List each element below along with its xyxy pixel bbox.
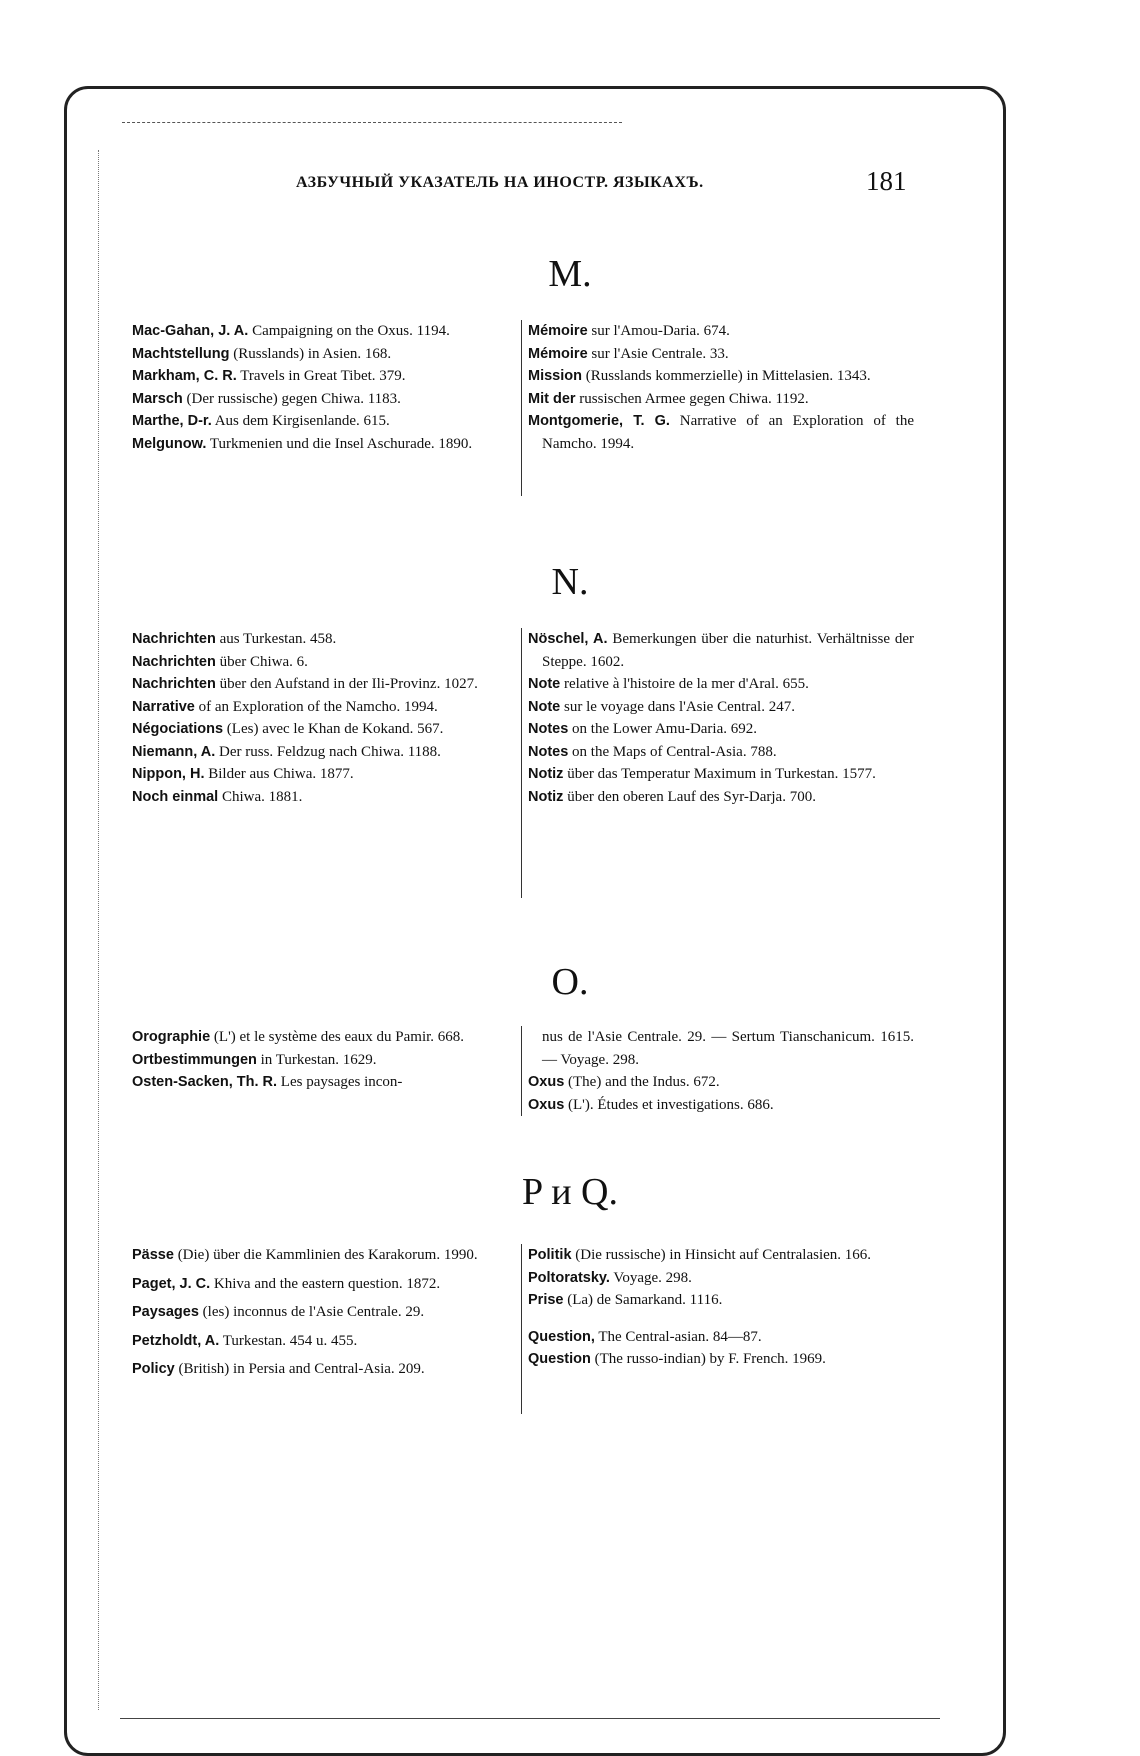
section-letter-pq: P и Q.: [521, 1171, 618, 1213]
index-entry: Notiz über das Temperatur Maximum in Turkestan. 1577.: [528, 766, 876, 782]
index-entry: Nachrichten über den Aufstand in der Ili-Provinz. 1027.: [132, 676, 478, 692]
index-entry: Montgomerie, T. G. Narrative of an Exploration of the Namcho. 1994.: [528, 413, 914, 452]
header-title: АЗБУЧНЫЙ УКАЗАТЕЛЬ НА ИНОСТР. ЯЗЫКАХЪ.: [296, 174, 704, 191]
index-entry: Nachrichten aus Turkestan. 458.: [132, 631, 337, 647]
index-entry: Notes on the Maps of Central-Asia. 788.: [528, 743, 777, 760]
index-entry: Mémoire sur l'Asie Centrale. 33.: [528, 345, 729, 362]
index-entry-continuation: nus de l'Asie Centrale. 29. — Sertum Tianschanicum. 1615. — Voyage. 298.: [542, 1029, 914, 1068]
index-entry: Oxus (The) and the Indus. 672.: [528, 1074, 720, 1090]
index-entry: Ortbestimmungen in Turkestan. 1629.: [132, 1051, 377, 1068]
index-entry: Question (The russo-indian) by F. French. 1969.: [528, 1351, 826, 1367]
index-entry: Notiz über den oberen Lauf des Syr-Darja. 700.: [528, 788, 816, 805]
index-entry: Mit der russischen Armee gegen Chiwa. 1192.: [528, 390, 809, 407]
index-entry: Marsch (Der russische) gegen Chiwa. 1183.: [132, 390, 401, 407]
inner-left-rule: [98, 150, 99, 1710]
index-entry: Mission (Russlands kommerzielle) in Mittelasien. 1343.: [528, 368, 871, 384]
index-entry: Paysages (les) inconnus de l'Asie Centrale. 29.: [132, 1304, 425, 1320]
section-letter-n: N.: [551, 561, 589, 603]
index-entry: Petzholdt, A. Turkestan. 454 u. 455.: [132, 1332, 358, 1349]
index-entry: Mac-Gahan, J. A. Campaigning on the Oxus. 1194.: [132, 323, 450, 339]
index-entry: Melgunow. Turkmenien und die Insel Aschurade. 1890.: [132, 435, 473, 452]
index-entry: Poltoratsky. Voyage. 298.: [528, 1269, 692, 1286]
index-entry: Mémoire sur l'Amou-Daria. 674.: [528, 323, 730, 339]
index-entry: Narrative of an Exploration of the Namcho. 1994.: [132, 698, 438, 715]
index-entry: Nöschel, A. Bemerkungen über die naturhist. Verhältnisse der Steppe. 1602.: [528, 631, 914, 670]
index-entry: Policy (British) in Persia and Central-Asia. 209.: [132, 1361, 425, 1377]
section-pq-right-column: [528, 1244, 914, 1371]
section-letter-o: O.: [551, 961, 589, 1003]
section-n-right-column: [528, 628, 914, 808]
column-divider: [521, 320, 522, 496]
bottom-rule: [120, 1718, 940, 1719]
section-m-right-column: [528, 320, 914, 455]
index-entry: Orographie (L') et le système des eaux du Pamir. 668.: [132, 1029, 465, 1045]
column-divider: [521, 1026, 522, 1116]
index-entry: Question, The Central-asian. 84—87.: [528, 1328, 762, 1345]
index-entry: Note relative à l'histoire de la mer d'Aral. 655.: [528, 676, 809, 692]
section-m-left-column: [132, 320, 514, 455]
column-divider: [521, 628, 522, 898]
section-n-left-column: [132, 628, 514, 808]
index-entry: Marthe, D-r. Aus dem Kirgisenlande. 615.: [132, 413, 390, 429]
column-divider: [521, 1244, 522, 1414]
index-entry: Nippon, H. Bilder aus Chiwa. 1877.: [132, 766, 354, 782]
index-entry: Pässe (Die) über die Kammlinien des Karakorum. 1990.: [132, 1247, 478, 1263]
index-entry: Markham, C. R. Travels in Great Tibet. 379.: [132, 368, 406, 384]
index-entry: Note sur le voyage dans l'Asie Central. 247.: [528, 698, 795, 715]
index-entry: Nachrichten über Chiwa. 6.: [132, 653, 308, 670]
index-entry: Prise (La) de Samarkand. 1116.: [528, 1292, 723, 1308]
index-entry: Notes on the Lower Amu-Daria. 692.: [528, 721, 757, 737]
index-entry: Machtstellung (Russlands) in Asien. 168.: [132, 345, 392, 362]
section-pq-left-column: [132, 1244, 514, 1381]
index-entry: Niemann, A. Der russ. Feldzug nach Chiwa. 1188.: [132, 743, 441, 760]
section-o-left-column: [132, 1026, 514, 1094]
index-entry: Paget, J. C. Khiva and the eastern question. 1872.: [132, 1275, 441, 1292]
page-number: 181: [866, 166, 907, 196]
page-header: [0, 166, 1140, 206]
index-entry: Oxus (L'). Études et investigations. 686.: [528, 1096, 774, 1113]
index-entry: Négociations (Les) avec le Khan de Kokand. 567.: [132, 721, 444, 737]
top-dashed-rule: [122, 122, 622, 123]
index-entry: Politik (Die russische) in Hinsicht auf Centralasien. 166.: [528, 1247, 872, 1263]
index-entry: Osten-Sacken, Th. R. Les paysages incon-: [132, 1074, 403, 1090]
index-entry: Noch einmal Chiwa. 1881.: [132, 788, 303, 805]
section-letter-m: M.: [548, 253, 592, 295]
section-o-right-column: [528, 1026, 914, 1116]
